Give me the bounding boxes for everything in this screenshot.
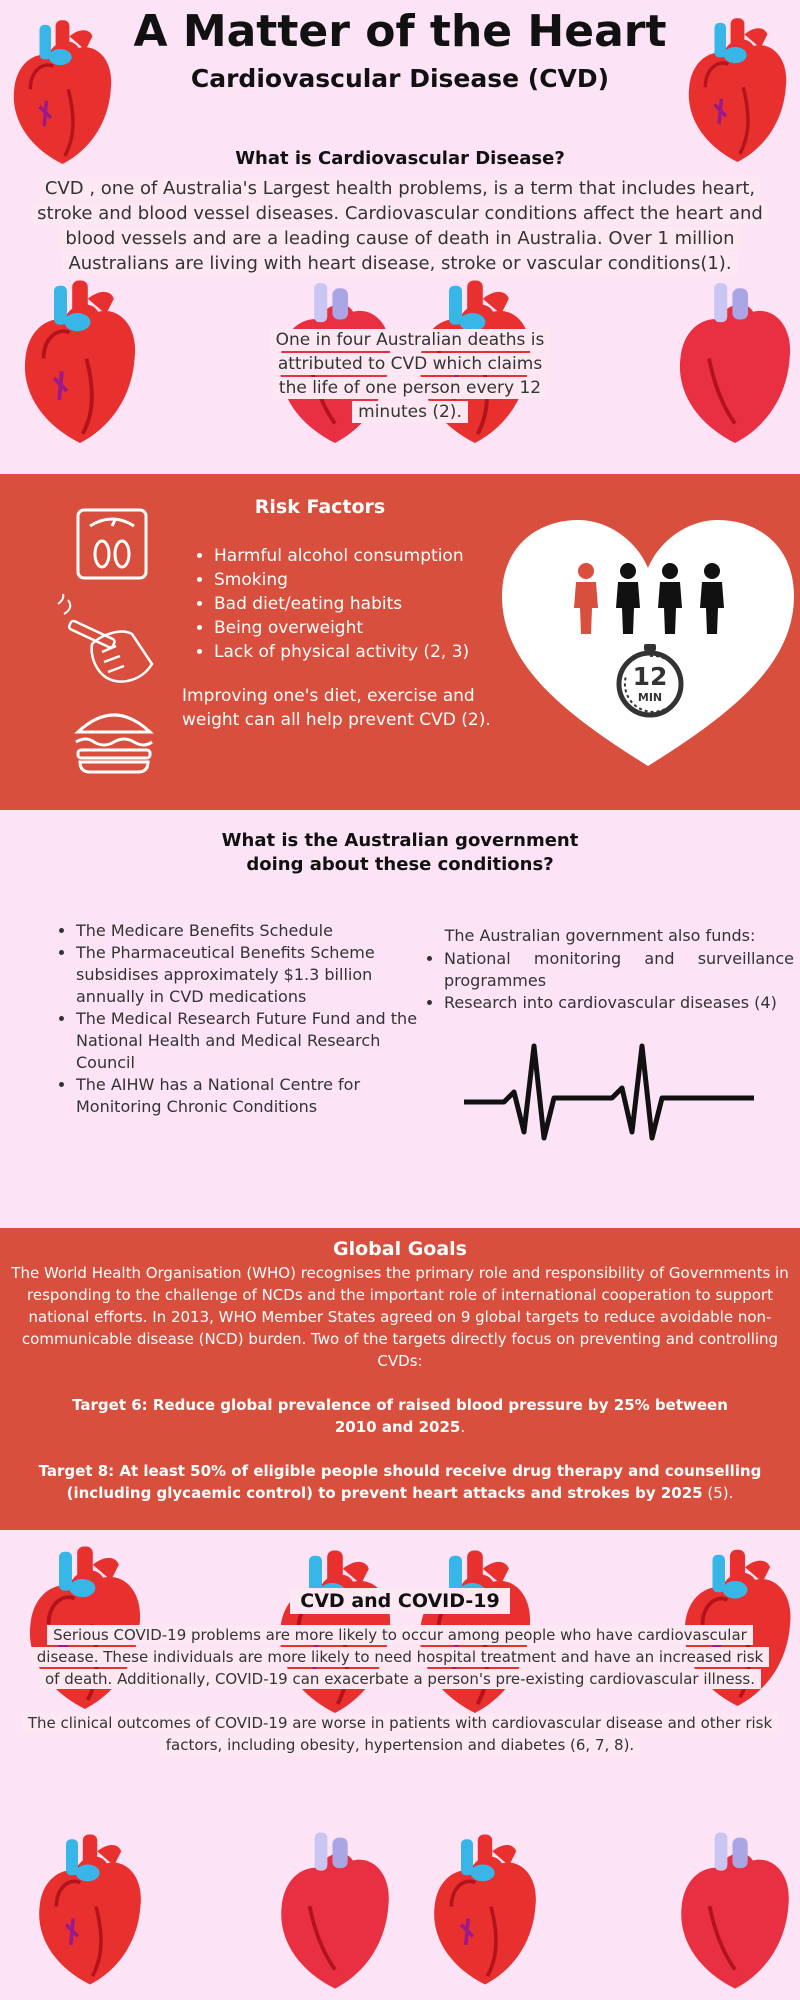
heartbeat-line-icon — [464, 1042, 754, 1142]
heart-illustration — [670, 1830, 800, 1995]
list-item: • The AIHW has a National Centre for Monitoring Chronic Conditions — [76, 1074, 426, 1118]
stopwatch-icon: 12 MIN — [612, 642, 688, 718]
risk-list — [192, 544, 534, 664]
government-heading-2: doing about these conditions? — [246, 854, 554, 875]
heart-illustration — [30, 1830, 150, 1995]
government-section — [0, 810, 800, 1228]
heart-illustration — [670, 280, 800, 450]
heart-illustration — [15, 280, 145, 450]
target-8: Target 8: At least 50% of eligible people should receive drug therapy and counselling (including glycaemic control) to prevent heart attacks and strokes by 2025 (5). — [38, 1462, 762, 1502]
funds-list — [422, 948, 794, 1014]
burger-icon — [72, 702, 156, 774]
list-item: • Being overweight — [214, 616, 534, 640]
global-heading: Global Goals — [332, 1238, 467, 1260]
target-6: Target 6: Reduce global prevalence of raised blood pressure by 25% between 2010 and 2025. — [72, 1396, 728, 1436]
covid-para-2: The clinical outcomes of COVID-19 are worse in patients with cardiovascular disease and other risk factors, including obesity, hypertension and diabetes (6, 7, 8). — [20, 1712, 780, 1756]
global-goals-section — [0, 1228, 800, 1530]
government-heading-1: What is the Australian government — [221, 830, 579, 851]
intro-text: CVD , one of Australia's Largest health problems, is a term that includes heart, stroke and blood vessel diseases. Cardiovascular conditions affect the heart and blood vessels and are a leading cause of death in Australia. Over 1 million Australians are living with heart disease, stroke or vascular conditions(1). — [20, 176, 780, 276]
list-item: • The Medicare Benefits Schedule — [76, 920, 426, 942]
list-item: • Bad diet/eating habits — [214, 592, 534, 616]
covid-heading: CVD and COVID-19 — [0, 1590, 800, 1612]
list-item: • Harmful alcohol consumption — [214, 544, 534, 568]
scale-icon — [72, 504, 152, 584]
page-title: A Matter of the Heart — [133, 6, 667, 57]
list-item: • National monitoring and surveillance programmes — [444, 948, 794, 992]
government-list — [54, 920, 426, 1118]
list-item: • The Pharmaceutical Benefits Scheme subsidises approximately $1.3 billion annually in CVD medications — [76, 942, 426, 1008]
list-item: • The Medical Research Future Fund and the National Health and Medical Research Council — [76, 1008, 426, 1074]
risk-heading: Risk Factors — [254, 496, 386, 518]
intro-heading: What is Cardiovascular Disease? — [235, 148, 565, 169]
intro-stat: One in four Australian deaths is attributed to CVD which claims the life of one person every 12 minutes (2). — [260, 328, 560, 424]
people-icon — [566, 562, 736, 634]
intro-section — [0, 0, 800, 474]
funds-intro: The Australian government also funds: — [444, 926, 756, 945]
page-subtitle: Cardiovascular Disease (CVD) — [190, 64, 610, 93]
heart-illustration — [425, 1830, 545, 1995]
list-item: • Smoking — [214, 568, 534, 592]
covid-para-1: Serious COVID-19 problems are more likely to occur among people who have cardiovascular disease. These individuals are more likely to need hospital treatment and have an increased risk of death. Additionally, COVID-19 can exacerbate a person's pre-existing cardiovascular illness. — [30, 1624, 770, 1690]
risk-note: Improving one's diet, exercise and weight can all help prevent CVD (2). — [182, 686, 491, 730]
risk-factors-section — [0, 474, 800, 810]
heart-illustration — [270, 1830, 400, 1995]
list-item: • Lack of physical activity (2, 3) — [214, 640, 534, 664]
cigarette-hand-icon — [52, 594, 162, 694]
covid-section — [0, 1530, 800, 2000]
global-text: The World Health Organisation (WHO) recognises the primary role and responsibility of Governments in responding to the challenge of NCDs and the important role of international cooperation to support national efforts. In 2013, WHO Member States agreed on 9 global targets to reduce avoidable non-communicable disease (NCD) burden. Two of the targets directly focus on preventing and controlling CVDs: — [11, 1264, 789, 1370]
list-item: • Research into cardiovascular diseases (4) — [444, 992, 794, 1014]
